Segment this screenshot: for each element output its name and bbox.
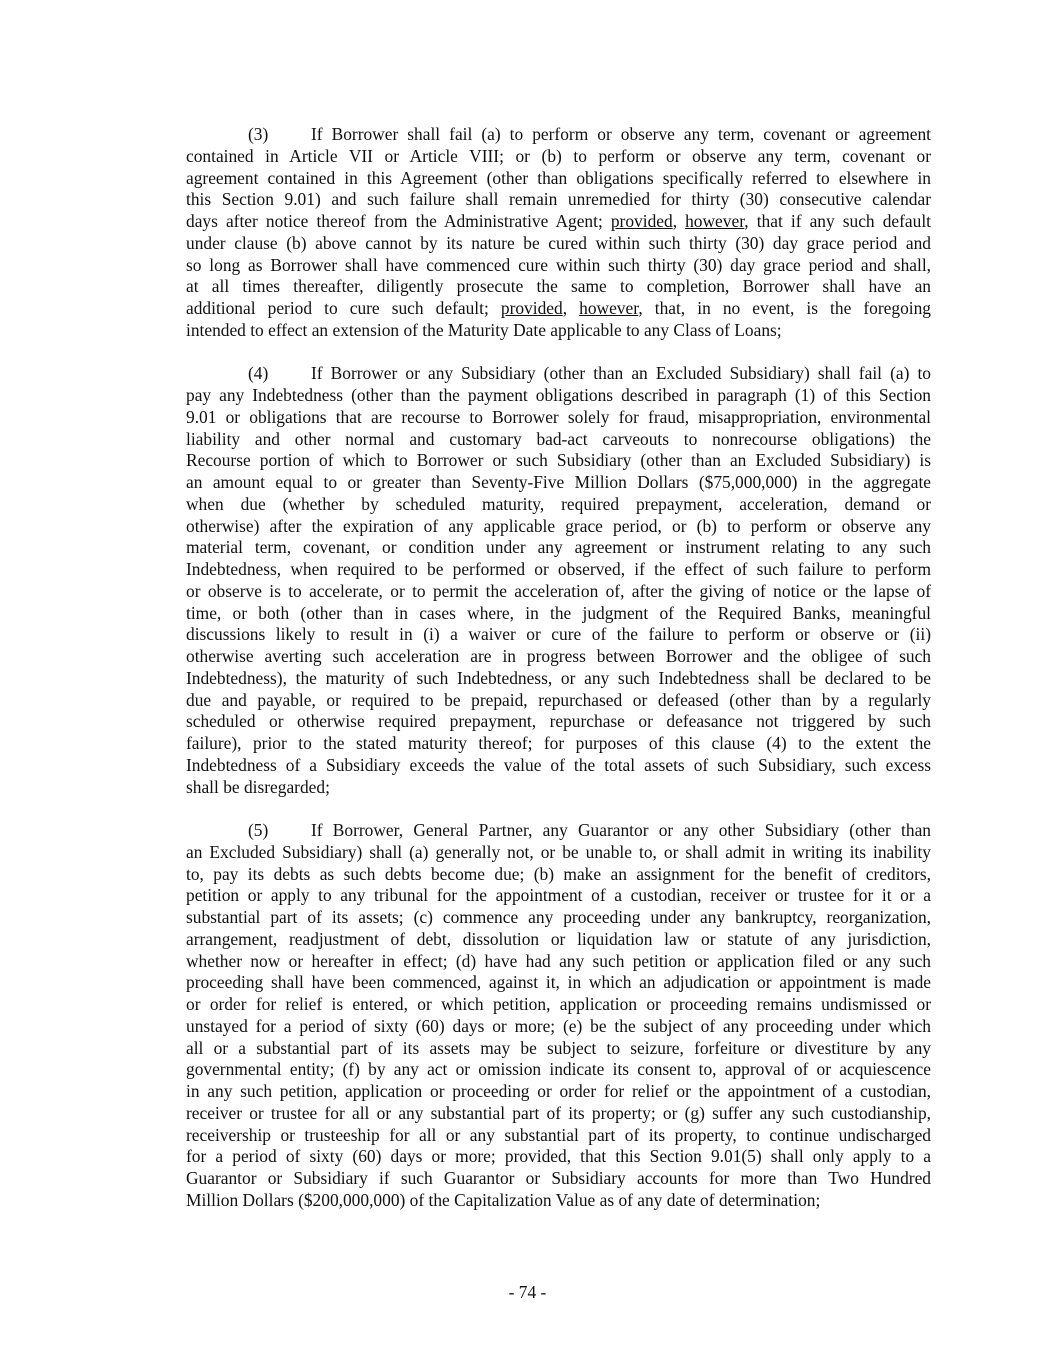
underlined-term: however	[685, 211, 745, 231]
line-text: material term, covenant, or condition under any agreement or instrument relating to any such	[186, 537, 931, 558]
text-line	[186, 1190, 931, 1212]
line-text: to, pay its debts as such debts become due; (b) make an assignment for the benefit of creditors,	[186, 863, 931, 884]
line-text: intended to effect an extension of the Maturity Date applicable to any Class of Loans;	[186, 319, 782, 340]
line-text: contained in Article VII or Article VIII; or (b) to perform or observe any term, covenant or	[186, 145, 931, 166]
line-text: Recourse portion of which to Borrower or such Subsidiary (other than an Excluded Subsidiary) is	[186, 450, 931, 471]
line-text: receiver or trustee for all or any substantial part of its property; or (g) suffer any such custodianship,	[186, 1102, 931, 1123]
text-line	[186, 1038, 931, 1060]
line-text: receivership or trusteeship for all or any substantial part of its property, to continue undischarged	[186, 1124, 931, 1145]
line-text: 9.01 or obligations that are recourse to Borrower solely for fraud, misappropriation, environmental	[186, 406, 931, 427]
line-text: substantial part of its assets; (c) commence any proceeding under any bankruptcy, reorganization,	[186, 907, 931, 927]
line-text: discussions likely to result in (i) a waiver or cure of the failure to perform or observe or (ii)	[186, 624, 931, 645]
text-line	[186, 233, 931, 255]
line-text: Indebtedness), the maturity of such Indebtedness, or any such Indebtedness shall be declared to be	[186, 667, 931, 688]
text-line	[186, 929, 931, 951]
page-number: - 74 -	[508, 1282, 547, 1302]
text-line	[186, 668, 931, 690]
line-text: all or a substantial part of its assets may be subject to seizure, forfeiture or divestiture by any	[186, 1037, 931, 1058]
line-text: arrangement, readjustment of debt, dissolution or liquidation law or statute of any jurisdiction,	[186, 928, 931, 949]
line-text: ,	[562, 298, 580, 318]
line-text: or observe is to accelerate, or to permit the acceleration of, after the giving of notice or the lapse of	[186, 580, 931, 601]
text-line	[186, 690, 931, 712]
text-line	[186, 972, 931, 994]
line-text: agreement contained in this Agreement (other than obligations specifically referred to elsewhere in	[186, 167, 931, 188]
line-text: Indebtedness of a Subsidiary exceeds the value of the total assets of such Subsidiary, such excess	[186, 754, 931, 775]
line-text: failure), prior to the stated maturity thereof; for purposes of this clause (4) to the extent the	[186, 733, 931, 753]
line-text: an Excluded Subsidiary) shall (a) generally not, or be unable to, or shall admit in writing its inability	[186, 841, 931, 862]
text-line	[186, 407, 931, 429]
text-line	[186, 755, 931, 777]
line-text: in any such petition, application or proceeding or order for relief or the appointment of a custodian,	[186, 1081, 931, 1101]
text-line	[186, 1168, 931, 1190]
line-text: so long as Borrower shall have commenced cure within such thirty (30) day grace period and shall,	[186, 254, 931, 275]
paragraph-4	[186, 363, 931, 798]
text-line	[186, 603, 931, 625]
text-line	[186, 842, 931, 864]
text-line	[186, 298, 931, 320]
text-line	[186, 907, 931, 929]
line-text: ,	[672, 211, 686, 231]
line-text: additional period to cure such default;	[186, 298, 501, 318]
text-line	[186, 320, 931, 342]
line-text: If Borrower or any Subsidiary (other than an Excluded Subsidiary) shall fail (a) to	[311, 363, 931, 384]
line-text: for a period of sixty (60) days or more; provided, that this Section 9.01(5) shall only apply to a	[186, 1146, 931, 1167]
text-line	[186, 994, 931, 1016]
text-line	[186, 1059, 931, 1081]
clause-number: (4)	[248, 363, 269, 384]
text-line	[186, 777, 931, 799]
clause-number: (5)	[248, 820, 269, 840]
text-line	[186, 450, 931, 472]
line-text: If Borrower, General Partner, any Guarantor or any other Subsidiary (other than	[311, 820, 931, 840]
line-text: scheduled or otherwise required prepayment, repurchase or defeasance not triggered by such	[186, 711, 931, 732]
text-line	[186, 1081, 931, 1103]
text-line	[186, 363, 931, 385]
line-text: time, or both (other than in cases where, in the judgment of the Required Banks, meaningful	[186, 602, 931, 623]
line-text: Million Dollars ($200,000,000) of the Capitalization Value as of any date of determination;	[186, 1189, 821, 1210]
text-line	[186, 146, 931, 168]
line-text: otherwise) after the expiration of any applicable grace period, or (b) to perform or observe any	[186, 515, 931, 536]
text-line	[186, 951, 931, 973]
text-line	[186, 494, 931, 516]
text-line	[186, 472, 931, 494]
line-text: under clause (b) above cannot by its nature be cured within such thirty (30) day grace period and	[186, 232, 931, 253]
line-text: Indebtedness, when required to be performed or observed, if the effect of such failure to perform	[186, 559, 931, 579]
text-line	[186, 624, 931, 646]
line-text: days after notice thereof from the Administrative Agent;	[186, 211, 611, 231]
text-line	[186, 559, 931, 581]
line-text: an amount equal to or greater than Seventy-Five Million Dollars ($75,000,000) in the aggregate	[186, 472, 931, 492]
line-text: governmental entity; (f) by any act or omission indicate its consent to, approval of or acquiescence	[186, 1059, 931, 1080]
line-text: or order for relief is entered, or which petition, application or proceeding remains undismissed or	[186, 994, 931, 1014]
text-line	[186, 1016, 931, 1038]
line-text: , that, in no event, is the foregoing	[638, 298, 931, 318]
text-line	[186, 864, 931, 886]
line-text: pay any Indebtedness (other than the payment obligations described in paragraph (1) of this Section	[186, 385, 931, 405]
line-text: whether now or hereafter in effect; (d) have had any such petition or application filed or any such	[186, 950, 931, 971]
line-text: when due (whether by scheduled maturity, required prepayment, acceleration, demand or	[186, 493, 931, 514]
text-line	[186, 255, 931, 277]
text-line	[186, 211, 931, 233]
text-line	[186, 1146, 931, 1168]
paragraph-3	[186, 124, 931, 342]
line-text: otherwise averting such acceleration are in progress between Borrower and the obligee of such	[186, 646, 931, 666]
line-text: proceeding shall have been commenced, against it, in which an adjudication or appointment is made	[186, 972, 931, 993]
paragraph-5	[186, 820, 931, 1212]
line-text: petition or apply to any tribunal for the appointment of a custodian, receiver or trustee for it or a	[186, 885, 931, 906]
line-text: , that if any such default	[744, 211, 931, 231]
line-text: shall be disregarded;	[186, 776, 330, 797]
underlined-term: provided	[610, 211, 673, 231]
line-text: at all times thereafter, diligently prosecute the same to completion, Borrower shall have an	[186, 276, 931, 297]
clause-number: (3)	[248, 124, 269, 144]
line-text: unstayed for a period of sixty (60) days or more; (e) be the subject of any proceeding under which	[186, 1015, 931, 1036]
text-line	[186, 429, 931, 451]
text-line	[186, 537, 931, 559]
text-line	[186, 646, 931, 668]
text-line	[186, 189, 931, 211]
text-line	[186, 124, 931, 146]
text-line	[186, 276, 931, 298]
text-line	[186, 885, 931, 907]
text-line	[186, 385, 931, 407]
text-line	[186, 1125, 931, 1147]
underlined-term: however	[579, 298, 639, 318]
line-text: Guarantor or Subsidiary if such Guarantor or Subsidiary accounts for more than Two Hundred	[186, 1168, 931, 1188]
document-body	[186, 124, 931, 1233]
text-line	[186, 711, 931, 733]
text-line	[186, 733, 931, 755]
text-line	[186, 1103, 931, 1125]
line-text: liability and other normal and customary bad-act carveouts to nonrecourse obligations) the	[186, 428, 931, 449]
text-line	[186, 820, 931, 842]
text-line	[186, 516, 931, 538]
line-text: this Section 9.01) and such failure shall remain unremedied for thirty (30) consecutive calendar	[186, 189, 931, 210]
text-line	[186, 168, 931, 190]
line-text: due and payable, or required to be prepaid, repurchased or defeased (other than by a regularly	[186, 689, 931, 710]
line-text: If Borrower shall fail (a) to perform or observe any term, covenant or agreement	[311, 124, 931, 144]
text-line	[186, 581, 931, 603]
underlined-term: provided	[500, 298, 563, 318]
